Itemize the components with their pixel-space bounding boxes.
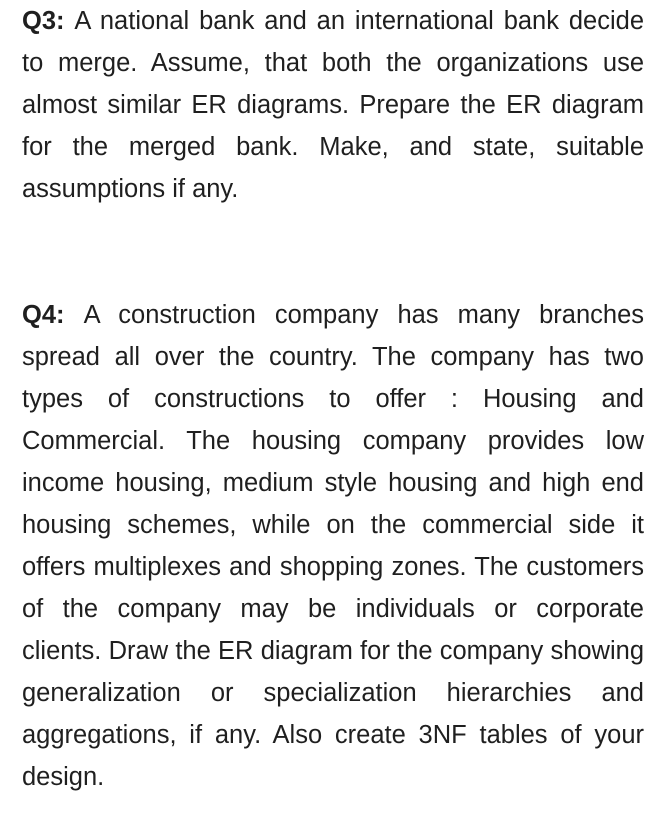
question-text: A national bank and an international bank decide to merge. Assume, that both the organizations use almost similar ER diagrams. Prepare the ER diagram for the merged bank. Make, and state, suitable assumptions if any.	[22, 7, 645, 203]
question-label: Q4:	[22, 301, 84, 329]
question-label: Q3:	[22, 7, 75, 35]
question-q4	[22, 294, 644, 798]
question-text: A construction company has many branches spread all over the country. The company has two types of constructions to offer : Housing and Commercial. The housing company provides low income housing, medium style housing and high end housing schemes, while on the commercial side it offers multiplexes and shopping zones. The customers of the company may be individuals or corporate clients. Draw the ER diagram for the company showing generalization or specialization hierarchies and aggregations, if any. Also create 3NF tables of your design.	[22, 301, 644, 791]
question-q3	[22, 0, 644, 210]
